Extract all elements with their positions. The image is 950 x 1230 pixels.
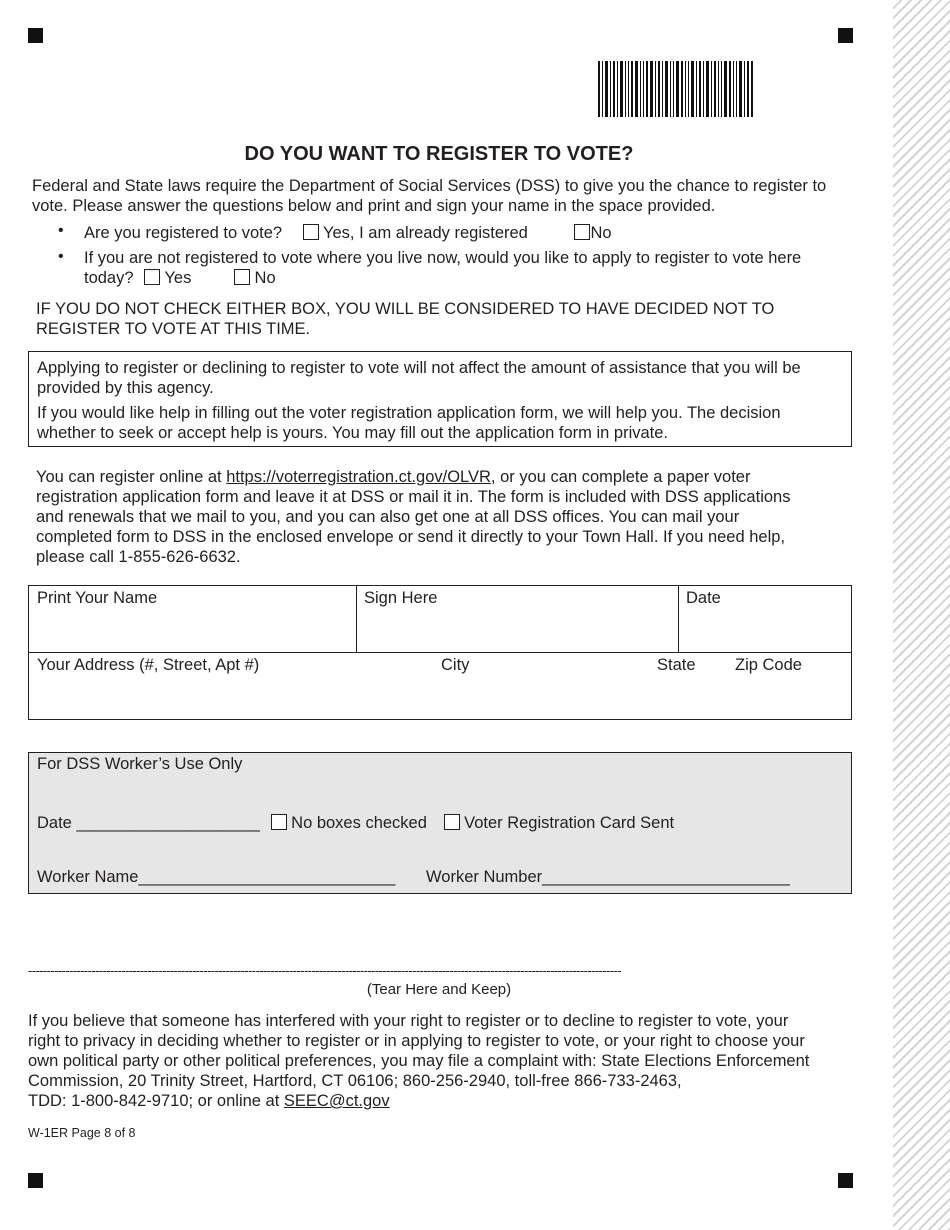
already-registered-label: Yes, I am already registered	[323, 224, 528, 242]
online-line: and renewals that we mail to you, and you can also get one at all DSS offices. You can mail your	[36, 508, 740, 526]
notice-line: If you would like help in filling out the voter registration application form, we will help you. The decision	[37, 404, 781, 422]
dss-date-field[interactable]: Date ____________________	[37, 814, 260, 832]
bullet: •	[58, 222, 64, 239]
dss-heading: For DSS Worker’s Use Only	[37, 755, 243, 773]
dss-worker-box	[28, 752, 852, 894]
warning-line: REGISTER TO VOTE AT THIS TIME.	[36, 320, 311, 338]
intro-text	[32, 176, 826, 216]
print-name-field[interactable]	[29, 586, 356, 652]
date-field[interactable]	[679, 586, 851, 652]
notice-line: Applying to register or declining to register to vote will not affect the amount of assistance that you will be	[37, 359, 801, 377]
tear-line: ---------------------------------------------------------------------------------------------------------------------------------------------------------------	[28, 963, 621, 978]
registration-mark-bottom-right	[838, 1173, 853, 1188]
sign-here-label: Sign Here	[364, 589, 438, 607]
worker-name-field[interactable]: Worker Name____________________________	[37, 868, 396, 886]
warning-text	[36, 299, 774, 339]
page-title: DO YOU WANT TO REGISTER TO VOTE?	[244, 143, 634, 165]
online-line: registration application form and leave it at DSS or mail it in. The form is included with DSS applications	[36, 488, 791, 506]
page-edge-hatching	[893, 0, 950, 1230]
intro-line: vote. Please answer the questions below and print and sign your name in the space provided.	[32, 197, 716, 215]
address-label: Your Address (#, Street, Apt #)	[37, 656, 260, 674]
not-registered-label: No	[590, 224, 612, 242]
state-label: State	[657, 656, 696, 674]
not-registered-checkbox[interactable]	[574, 224, 590, 240]
question-registered	[84, 223, 612, 243]
bullet: •	[58, 248, 64, 265]
notice-line: provided by this agency.	[37, 379, 214, 397]
address-field[interactable]	[29, 653, 851, 719]
olvr-link[interactable]: https://voterregistration.ct.gov/OLVR	[226, 468, 491, 486]
question-apply	[84, 248, 801, 288]
online-text: You can register online at	[36, 468, 227, 486]
question-label: If you are not registered to vote where you live now, would you like to apply to register to vote here	[84, 249, 802, 267]
apply-no-label: No	[254, 269, 276, 287]
online-line: completed form to DSS in the enclosed envelope or send it directly to your Town Hall. If you need help,	[36, 528, 786, 546]
question-label: Are you registered to vote?	[84, 224, 283, 242]
notice-line: whether to seek or accept help is yours. You may fill out the application form in private.	[37, 424, 669, 442]
complaint-line: If you believe that someone has interfered with your right to register or to decline to register to vote, your	[28, 1012, 789, 1030]
city-label: City	[441, 656, 470, 674]
card-sent-checkbox[interactable]	[444, 814, 460, 830]
signature-form	[28, 585, 852, 720]
worker-number-field[interactable]: Worker Number___________________________	[426, 868, 790, 886]
already-registered-checkbox[interactable]	[303, 224, 319, 240]
complaint-line: right to privacy in deciding whether to register or in applying to register to vote, or your right to choose your	[28, 1032, 805, 1050]
notice-box	[28, 351, 852, 447]
seec-email-link[interactable]: SEEC@ct.gov	[283, 1092, 390, 1110]
card-sent-label: Voter Registration Card Sent	[464, 814, 675, 832]
apply-yes-label: Yes	[164, 269, 192, 287]
complaint-line: Commission, 20 Trinity Street, Hartford, CT 06106; 860-256-2940, toll-free 866-733-2463,	[28, 1072, 682, 1090]
page-footer: W-1ER Page 8 of 8	[28, 1126, 136, 1140]
date-label: Date	[686, 589, 721, 607]
no-boxes-checked-label: No boxes checked	[291, 814, 427, 832]
complaint-text	[28, 1011, 809, 1111]
online-text: , or you can complete a paper voter	[490, 468, 751, 486]
warning-line: IF YOU DO NOT CHECK EITHER BOX, YOU WILL BE CONSIDERED TO HAVE DECIDED NOT TO	[36, 300, 775, 318]
zip-code-label: Zip Code	[735, 656, 802, 674]
online-line: please call 1-855-626-6632.	[36, 548, 241, 566]
print-name-label: Print Your Name	[37, 589, 158, 607]
apply-yes-checkbox[interactable]	[144, 269, 160, 285]
registration-mark-top-left	[28, 28, 43, 43]
dss-date-row	[37, 813, 674, 833]
tear-label: (Tear Here and Keep)	[366, 981, 512, 998]
intro-line: Federal and State laws require the Department of Social Services (DSS) to give you the chance to register to	[32, 177, 827, 195]
signature-field[interactable]	[357, 586, 678, 652]
question-label: today?	[84, 269, 134, 287]
barcode	[598, 61, 753, 117]
registration-mark-top-right	[838, 28, 853, 43]
online-registration-text	[36, 467, 790, 567]
registration-mark-bottom-left	[28, 1173, 43, 1188]
complaint-line: own political party or other political preferences, you may file a complaint with: State Elections Enforcement	[28, 1052, 810, 1070]
no-boxes-checked-checkbox[interactable]	[271, 814, 287, 830]
apply-no-checkbox[interactable]	[234, 269, 250, 285]
complaint-line: TDD: 1-800-842-9710; or online at	[28, 1092, 284, 1110]
